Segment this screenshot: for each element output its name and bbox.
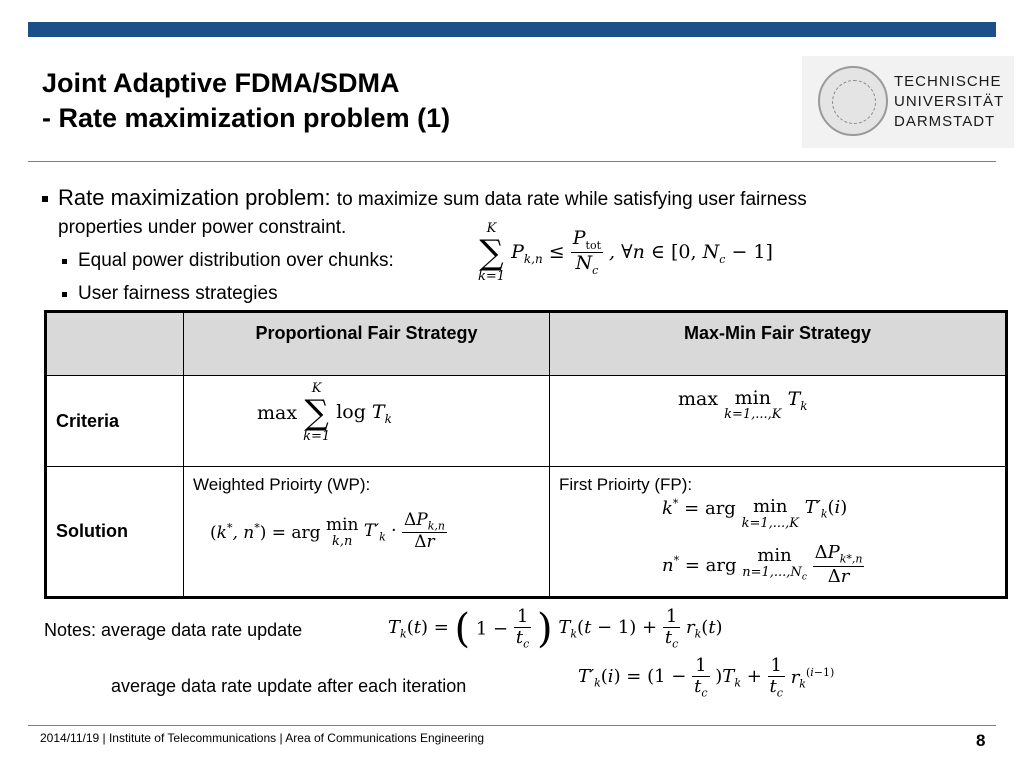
logo-line1: TECHNISCHE — [894, 73, 1002, 90]
main-bullet-lead: Rate maximization problem: — [58, 185, 331, 210]
slide-title-line2: - Rate maximization problem (1) — [42, 103, 451, 133]
sub-bullet-fairness: User fairness strategies — [78, 283, 278, 304]
logo-wordmark — [894, 72, 1004, 132]
title-divider — [28, 161, 996, 162]
table-corner — [46, 312, 184, 376]
max-min-fair-solution — [550, 467, 1007, 598]
wp-formula: (k*, n*) = arg min k,n $T'_k$ · $\frac{\Delta P_{k,n}}{\Delta r}$ — [210, 510, 445, 553]
sub-bullet-power: Equal power distribution over chunks: — [78, 250, 394, 271]
mmf-criteria-formula: max min k=1,...,K $T_k$ — [678, 387, 808, 422]
slide-title — [42, 66, 450, 136]
proportional-fair-solution — [184, 467, 550, 598]
header-bar — [28, 22, 996, 37]
slide-title-line1: Joint Adaptive FDMA/SDMA — [42, 68, 400, 98]
rate-update-formula: $T_k(t)$ = ( 1 − $\frac{1}{t_c}$ ) $T_k(t - 1)$ + $\frac{1}{t_c}$ $r_k(t)$ — [388, 605, 723, 652]
criteria-label: Criteria — [46, 376, 184, 467]
fp-label: First Prioirty (FP): — [559, 475, 693, 494]
max-min-fair-criteria — [550, 376, 1007, 467]
main-bullet-rest: to maximize sum data rate while satisfying user fairness — [336, 189, 807, 210]
page-number: 8 — [976, 731, 986, 750]
solution-label: Solution — [46, 467, 184, 598]
sub-bullet-marker — [62, 259, 67, 264]
notes-line2: average data rate update after each iteration — [111, 676, 467, 696]
iteration-update-formula: $T'_k(i) = (1$ − $\frac{1}{t_c}$ )$T_k$ + $\frac{1}{t_c}$ $r_k^{(i-1)}$ — [578, 655, 835, 700]
fp-formula-n: n* = arg min $n=1,...,N_c$ $\frac{\Delta P_{k*,n}}{\Delta r}$ — [662, 542, 863, 587]
university-logo — [802, 56, 1014, 148]
notes-line1: Notes: average data rate update — [44, 620, 303, 640]
fairness-strategy-table — [44, 310, 1008, 599]
pf-criteria-formula: max K ∑ k=1 $\log T_k$ — [257, 381, 392, 444]
max-min-fair-header: Max-Min Fair Strategy — [550, 312, 1007, 376]
proportional-fair-header: Proportional Fair Strategy — [184, 312, 550, 376]
seal-icon — [818, 66, 888, 136]
footer-text: 2014/11/19 | Institute of Telecommunications | Area of Communications Engineering — [40, 731, 485, 745]
power-constraint-formula: K ∑ k=1 $P_{k,n}$ ≤ $\frac{P_{tot}}{N_c}$ , ∀n ∈ [0, $N_c - 1$] — [478, 221, 773, 284]
logo-line3: DARMSTADT — [894, 113, 996, 130]
main-bullet-line2: properties under power constraint. — [58, 217, 347, 238]
main-bullet — [58, 185, 807, 211]
wp-label: Weighted Prioirty (WP): — [193, 475, 371, 494]
footer-divider — [28, 725, 996, 726]
sub-bullet-marker — [62, 292, 67, 297]
proportional-fair-criteria — [184, 376, 550, 467]
logo-line2: UNIVERSITÄT — [894, 93, 1005, 110]
bullet-marker — [42, 196, 48, 202]
fp-formula-k: k* = arg min k=1,...,K $T'_k(i)$ — [662, 496, 848, 531]
